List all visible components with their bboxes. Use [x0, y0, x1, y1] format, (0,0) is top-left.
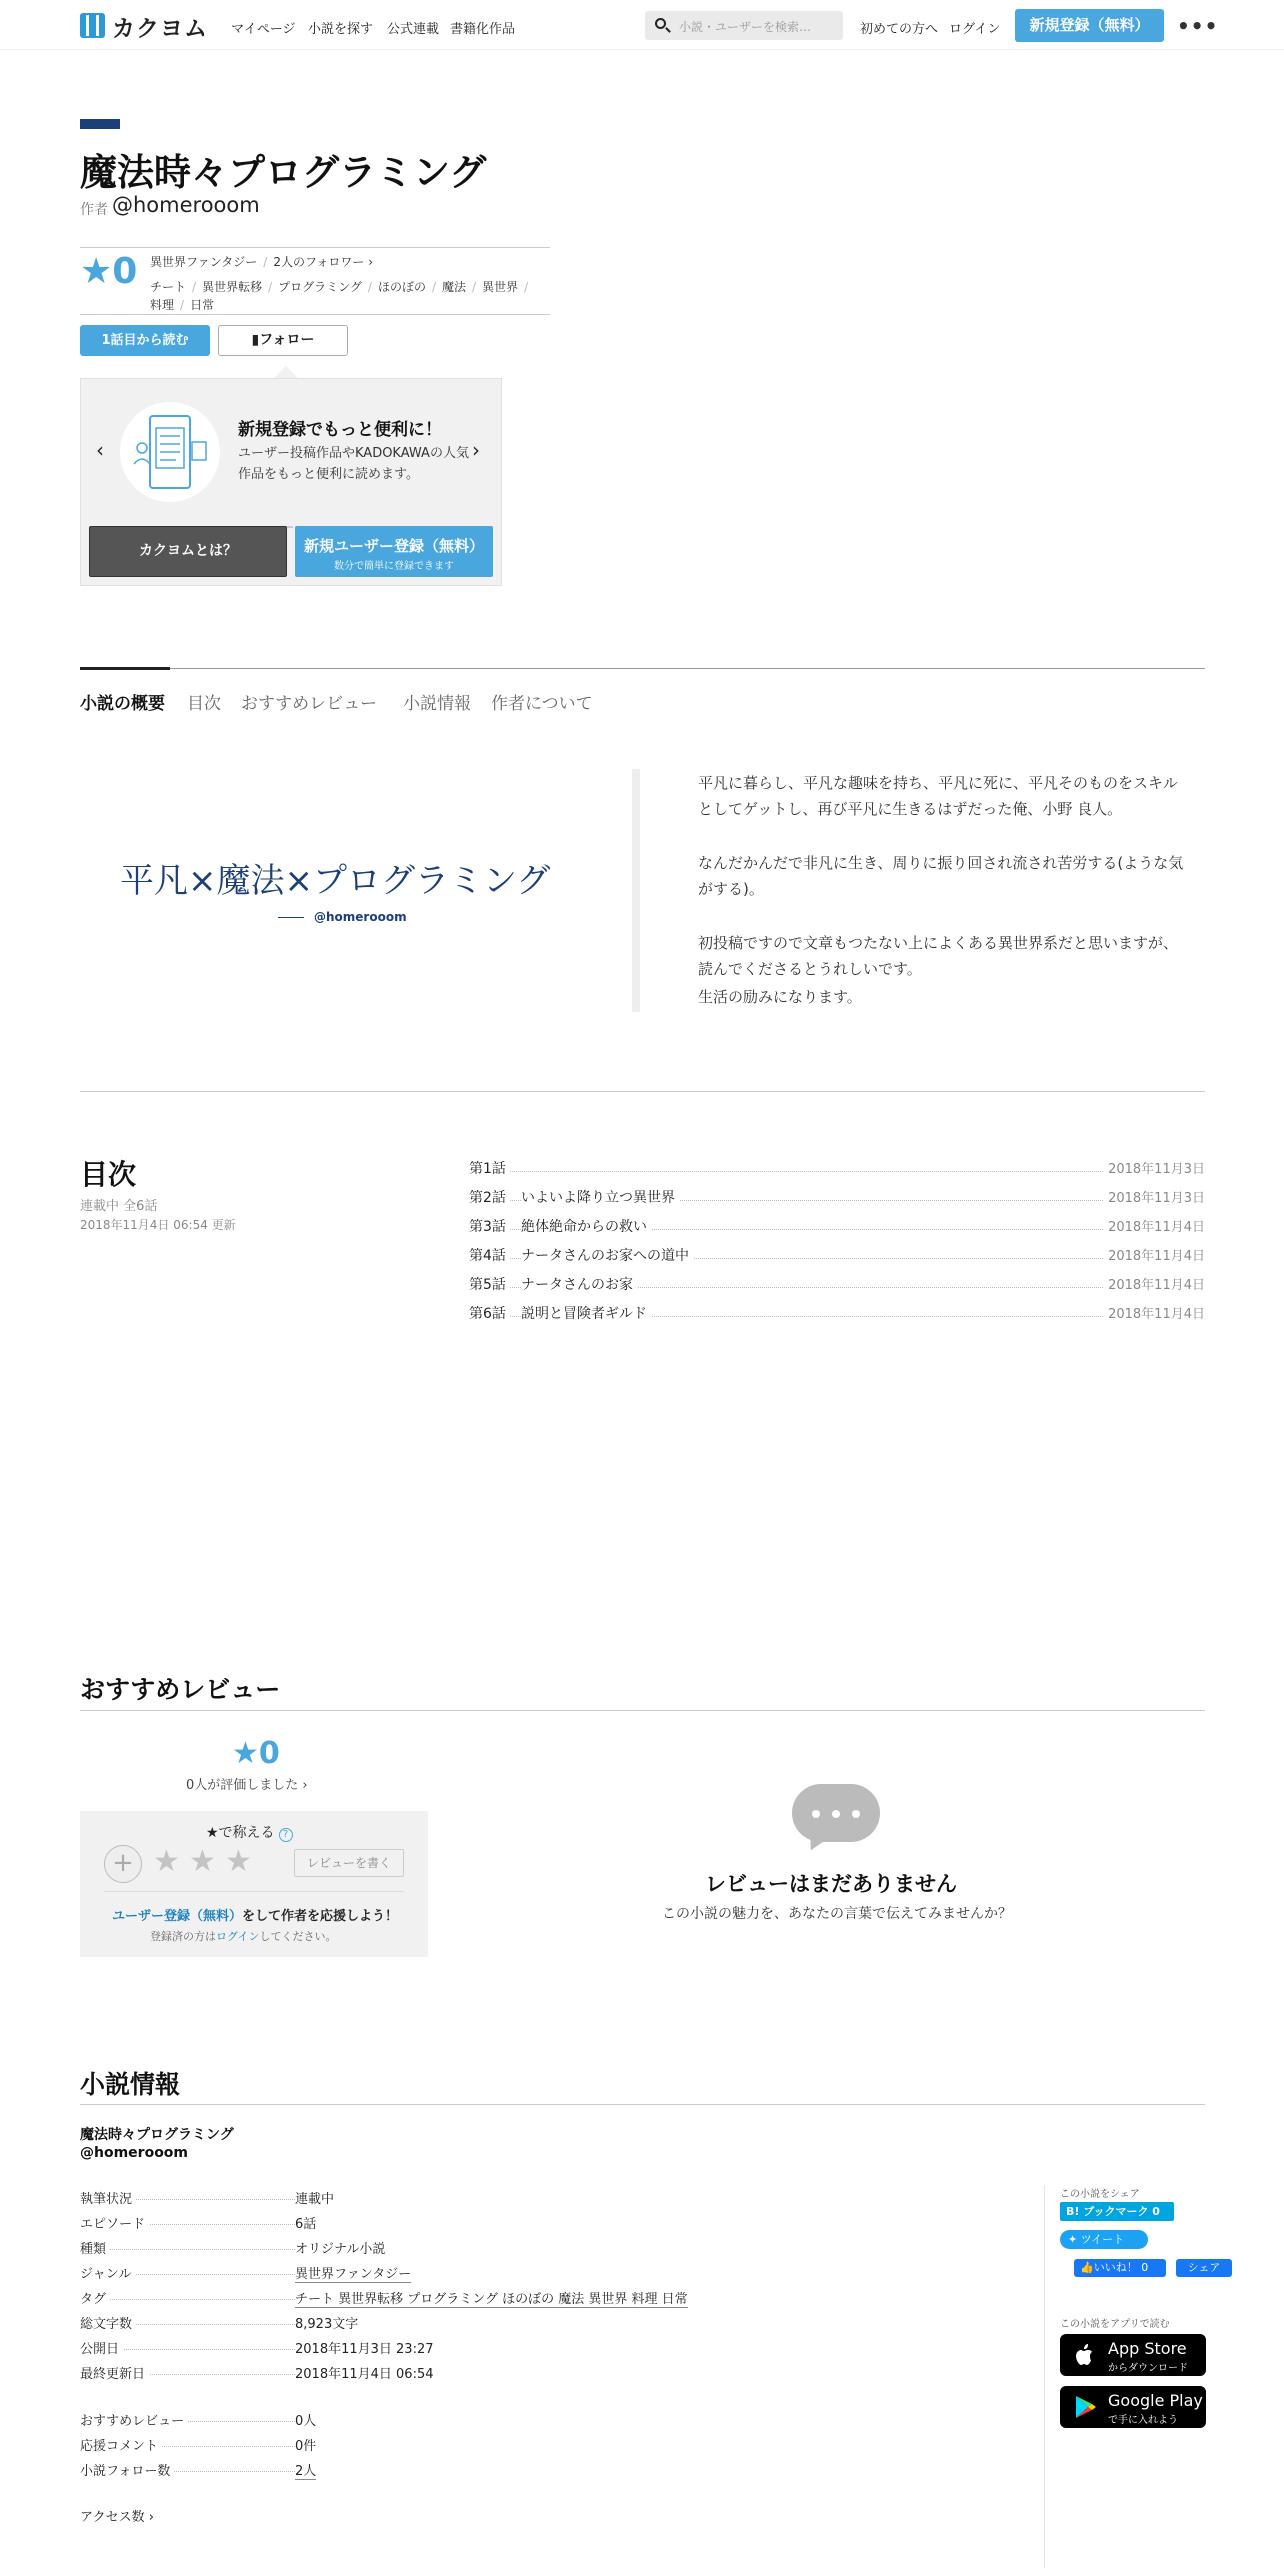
episode-number: 第3話 [469, 1216, 510, 1236]
new-user-register-button[interactable] [295, 526, 493, 577]
episode-number: 第2話 [469, 1187, 510, 1207]
intro-quote-bar [632, 769, 640, 1012]
divider [104, 1891, 404, 1892]
app-label: この小説をアプリで読む [1060, 2319, 1170, 2330]
no-reviews-title: レビューはまだありません [705, 1872, 957, 1896]
carousel-next-icon[interactable]: › [472, 438, 480, 462]
gplay-title: Google Play [1108, 2391, 1203, 2410]
tab-active-indicator [80, 667, 170, 670]
intro-paragraph: なんだかんだで非凡に生き、周りに振り回され流され苦労する(ような気がする)。 [698, 854, 1184, 898]
episode-row[interactable] [469, 1274, 1205, 1294]
nav-published-works[interactable]: 書籍化作品 [450, 22, 516, 37]
tab-author[interactable]: 作者について [491, 694, 593, 714]
tab-reviews[interactable]: おすすめレビュー [241, 694, 378, 714]
promo-illustration [120, 402, 220, 502]
info-value: 8,923文字 [295, 2317, 359, 2332]
tag-item[interactable]: 日常 [190, 298, 215, 312]
info-key: 執筆状況 [80, 2188, 136, 2207]
carousel-prev-icon[interactable]: ‹ [96, 438, 104, 462]
info-follower-link[interactable]: 2人 [295, 2460, 316, 2480]
review-star-count: ★0 [232, 1736, 280, 1771]
no-reviews-subtitle: この小説の魅力を、あなたの言葉で伝えてみませんか？ [662, 1906, 1012, 1922]
info-row-key [80, 2188, 295, 2206]
work-title[interactable]: 魔法時々プログラミング [80, 151, 487, 194]
access-count-link[interactable] [80, 2506, 154, 2525]
info-key: ジャンル [80, 2263, 135, 2282]
apple-icon [1072, 2342, 1098, 2368]
nav-official-serial[interactable]: 公式連載 [387, 22, 440, 37]
read-from-first-button[interactable]: 1話目から読む [80, 325, 210, 356]
login-post: してください。 [259, 1930, 337, 1943]
section-divider [80, 2104, 1205, 2105]
login-prompt [150, 1928, 336, 1944]
google-play-icon [1072, 2394, 1098, 2420]
episode-date: 2018年11月3日 [1104, 1187, 1205, 1206]
facebook-like-button[interactable] [1074, 2259, 1166, 2277]
gplay-sub: で手に入れよう [1108, 2415, 1178, 2426]
google-play-badge[interactable] [1060, 2386, 1206, 2428]
promo-description: ユーザー投稿作品やKADOKAWAの人気作品をもっと便利に読めます。 [238, 446, 469, 482]
toc-updated: 2018年11月4日 06:54 更新 [80, 1218, 236, 1232]
kakuyomu-logo-icon[interactable] [80, 13, 105, 38]
info-row-key [80, 2288, 295, 2306]
praise-text: ★で称える [206, 1825, 275, 1841]
write-review-button[interactable]: レビューを書く [294, 1849, 404, 1877]
tweet-button[interactable] [1060, 2230, 1148, 2249]
tag-item[interactable]: プログラミング [278, 280, 362, 294]
tab-divider [80, 668, 1205, 669]
chevron-right-icon: › [364, 255, 373, 269]
info-key: 総文字数 [80, 2313, 136, 2332]
tag-item[interactable]: チート [150, 280, 187, 294]
tag-item[interactable]: ほのぼの [377, 280, 426, 294]
register-label: 新規ユーザー登録（無料） [303, 537, 484, 555]
login-pre: 登録済の方は [150, 1930, 216, 1943]
search-input[interactable] [645, 11, 843, 40]
nav-mypage[interactable]: マイページ [231, 22, 296, 37]
info-key: おすすめレビュー [80, 2410, 188, 2429]
info-value: 0件 [295, 2439, 317, 2454]
tweet-label: ツイート [1080, 2233, 1125, 2246]
info-key: 応援コメント [80, 2435, 162, 2454]
info-key: 最終更新日 [80, 2363, 149, 2382]
genre-follow-line: 異世界ファンタジー / 2人のフォロワー › [150, 255, 373, 269]
review-count-text: 0人が評価しました [186, 1778, 299, 1793]
intro-paragraph: 初投稿ですので文章もつたない上によくある異世界系だと思いますが、読んでくださるとうれしいです。 [698, 934, 1179, 978]
info-value: 6話 [295, 2217, 317, 2232]
bookmark-plus-icon: ▮ [251, 332, 260, 348]
login-link[interactable]: ログイン [216, 1930, 260, 1943]
search-icon [655, 18, 666, 29]
more-menu-icon[interactable]: ••• [1177, 14, 1219, 38]
tag-list: チート / 異世界転移 / プログラミング / ほのぼの / 魔法 / 異世界 / [150, 280, 529, 294]
tab-overview[interactable]: 小説の概要 [80, 694, 165, 714]
divider [80, 247, 550, 248]
info-row-key [80, 2410, 295, 2428]
chevron-right-icon: › [144, 2510, 154, 2525]
tab-info[interactable]: 小説情報 [403, 694, 471, 714]
info-row-key [80, 2363, 295, 2381]
catchphrase: 平凡×魔法×プログラミング [120, 861, 551, 901]
info-key: タグ [80, 2288, 110, 2307]
promo-title: 新規登録でもっと便利に！ [238, 420, 442, 440]
episode-number: 第4話 [469, 1245, 510, 1265]
twitter-bird-icon: ✦ [1068, 2233, 1081, 2246]
register-link[interactable]: ユーザー登録（無料） [112, 1909, 243, 1924]
episode-date: 2018年11月3日 [1104, 1158, 1205, 1177]
facebook-share-button[interactable]: シェア [1176, 2259, 1232, 2277]
chevron-right-icon: › [298, 1778, 308, 1793]
share-label: この小説をシェア [1060, 2189, 1140, 2200]
tag-item[interactable]: 異世界転移 [202, 280, 263, 294]
episode-title: いよいよ降り立つ異世界 [521, 1187, 679, 1207]
appstore-sub: からダウンロード [1108, 2363, 1188, 2374]
search-placeholder: 小説・ユーザーを検索… [679, 20, 812, 34]
info-key: 種類 [80, 2238, 110, 2257]
info-row-key [80, 2313, 295, 2331]
nav-search-novels[interactable]: 小説を探す [308, 22, 374, 37]
follow-label: フォロー [259, 332, 315, 348]
info-value: 連載中 [295, 2192, 335, 2207]
episode-title: ナータさんのお家 [521, 1274, 637, 1294]
toc-title: 目次 [80, 1158, 137, 1191]
episode-number: 第1話 [469, 1158, 510, 1178]
episode-row[interactable] [469, 1245, 1205, 1265]
app-store-badge[interactable] [1060, 2334, 1206, 2376]
episode-number: 第6話 [469, 1303, 510, 1323]
add-star-button[interactable]: + [104, 1845, 142, 1883]
promo-caret [274, 366, 298, 378]
episode-row[interactable] [469, 1158, 1205, 1178]
cta-text: をして作者を応援しよう！ [242, 1909, 399, 1924]
episode-date: 2018年11月4日 [1104, 1216, 1205, 1235]
nav-login[interactable]: ログイン [949, 22, 1001, 37]
info-title: 小説情報 [80, 2070, 181, 2099]
tag-list-2: 料理 / 日常 [150, 298, 215, 312]
toc-status: 連載中 全6話 [80, 1199, 158, 1214]
info-key: エピソード [80, 2213, 149, 2232]
praise-label [206, 1822, 293, 1842]
episode-date: 2018年11月4日 [1104, 1274, 1205, 1293]
episode-date: 2018年11月4日 [1104, 1303, 1205, 1322]
document-phone-icon [120, 402, 220, 502]
info-value: 0人 [295, 2414, 317, 2429]
info-work-name: 魔法時々プログラミング [80, 2127, 234, 2143]
info-key: 公開日 [80, 2338, 123, 2357]
info-value: オリジナル小説 [295, 2242, 386, 2257]
intro-paragraph: 平凡に暮らし、平凡な趣味を持ち、平凡に死に、平凡そのものをスキルとしてゲットし、再び平凡に生きるはずだった俺、小野 良人。 [698, 774, 1178, 818]
info-value: 2018年11月3日 23:27 [295, 2342, 434, 2357]
info-row-key [80, 2213, 295, 2231]
reviews-title: おすすめレビュー [80, 1675, 281, 1704]
author-prefix: 作者 [80, 202, 108, 218]
author-link[interactable]: @homerooom [112, 193, 260, 217]
tag-item[interactable]: 料理 [150, 298, 175, 312]
info-row-key [80, 2338, 295, 2356]
tab-toc[interactable]: 目次 [187, 694, 221, 714]
episode-title: ナータさんのお家への道中 [521, 1245, 693, 1265]
genre-link[interactable]: 異世界ファンタジー [150, 255, 258, 269]
info-author[interactable]: @homerooom [80, 2145, 189, 2161]
episode-row[interactable] [469, 1187, 1205, 1207]
info-row-key [80, 2460, 295, 2478]
info-genre-link[interactable]: 異世界ファンタジー [295, 2263, 411, 2283]
access-label: アクセス数 [80, 2510, 145, 2525]
star-icon[interactable]: ★ [153, 1844, 180, 1879]
appstore-title: App Store [1108, 2339, 1187, 2358]
like-label: いいね！ 0 [1093, 2261, 1149, 2274]
about-kakuyomu-button[interactable]: カクヨムとは？ [89, 526, 287, 577]
followers-link[interactable]: 2人のフォロワー [273, 255, 365, 269]
info-row-key [80, 2238, 295, 2256]
hatena-bookmark-button[interactable]: B! ブックマーク 0 [1060, 2202, 1174, 2221]
episode-title: 説明と冒険者ギルド [521, 1303, 651, 1323]
register-cta [112, 1905, 398, 1924]
register-sublabel: 数分で簡単に登録できます [334, 561, 454, 572]
star-icon[interactable]: ★ [225, 1844, 252, 1879]
follow-button[interactable] [218, 325, 348, 356]
catchphrase-author[interactable]: @homerooom [278, 910, 407, 924]
site-logo[interactable]: カクヨム [112, 16, 208, 42]
tag-item[interactable]: 魔法 [442, 280, 467, 294]
review-count-link[interactable] [186, 1774, 308, 1793]
episode-row[interactable] [469, 1216, 1205, 1236]
register-button[interactable]: 新規登録（無料） [1015, 9, 1164, 42]
episode-title: 絶体絶命からの救い [521, 1216, 651, 1236]
sidebar-divider [1044, 2185, 1045, 2568]
nav-first-time[interactable]: 初めての方へ [860, 22, 939, 37]
rating-star-count: ★0 [80, 251, 138, 292]
section-divider [80, 1091, 1205, 1092]
info-row-key [80, 2435, 295, 2453]
info-tags-links[interactable]: チート 異世界転移 プログラミング ほのぼの 魔法 異世界 料理 日常 [295, 2288, 688, 2308]
info-key: 小説フォロー数 [80, 2460, 174, 2479]
episode-row[interactable] [469, 1303, 1205, 1323]
divider [80, 314, 550, 315]
top-header [0, 0, 1284, 50]
info-row-key [80, 2263, 295, 2281]
episode-number: 第5話 [469, 1274, 510, 1294]
episode-date: 2018年11月4日 [1104, 1245, 1205, 1264]
thumbs-up-icon: 👍 [1080, 2261, 1094, 2274]
title-accent-bar [80, 119, 120, 129]
info-value: 2018年11月4日 06:54 [295, 2367, 434, 2382]
speech-bubble-icon [792, 1784, 880, 1842]
intro-paragraph: 生活の励みになります。 [698, 988, 862, 1006]
section-divider [80, 1710, 1205, 1711]
star-icon[interactable]: ★ [189, 1844, 216, 1879]
tag-item[interactable]: 異世界 [482, 280, 519, 294]
help-icon[interactable]: ? [279, 1828, 293, 1842]
